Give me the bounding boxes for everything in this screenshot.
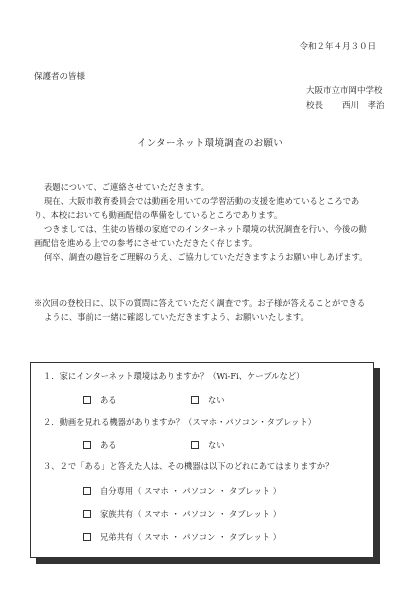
recipient: 保護者の皆様 [34, 72, 86, 82]
principal-name: 西川 孝治 [342, 101, 385, 111]
document-date: 令和２年４月３０日 [299, 42, 376, 52]
body-line: 現在、大阪市教育委員会では動画を用いての学習活動の支援を進めているところであ [44, 196, 360, 206]
notice-text [34, 296, 394, 324]
question-2: ２．動画を見れる機器がありますか？（スマホ・パソコン・タブレット） [43, 417, 317, 427]
body-line: 何卒、調査の趣旨をご理解のうえ、ご協力していただきますようお願い申しあげます。 [44, 252, 368, 262]
body-line: 画配信を進める上での参考にさせていただきたく存じます。 [34, 238, 258, 248]
body-line: 表題について、ご連絡させていただきます。 [44, 182, 209, 192]
option-label: 家族共有（ スマホ ・ パソコン ・ タブレット ） [100, 509, 282, 519]
checkbox-icon[interactable] [83, 441, 91, 449]
q2-option-no[interactable] [191, 440, 225, 451]
checkbox-icon[interactable] [191, 396, 199, 404]
checkbox-icon[interactable] [83, 533, 91, 541]
q3-option-family[interactable] [83, 509, 281, 520]
q1-option-no[interactable] [191, 395, 225, 406]
question-1: １．家にインターネット環境はありますか？（Wi-Fi、ケーブルなど） [43, 371, 305, 381]
notice-line: ※次回の登校日に、以下の質問に答えていただく調査です。お子様が答えることができる [34, 298, 366, 308]
q1-option-yes[interactable] [83, 395, 117, 406]
checkbox-icon[interactable] [83, 510, 91, 518]
checkbox-icon[interactable] [191, 441, 199, 449]
checkbox-icon[interactable] [83, 487, 91, 495]
q3-option-siblings[interactable] [83, 532, 281, 543]
question-3: ３、２で「ある」と答えた人は、その機器は以下のどれにあてはまりますか？ [43, 461, 334, 471]
body-line: り、本校においても動画配信の準備をしているところであります。 [34, 210, 283, 220]
option-label: ない [208, 395, 225, 405]
body-line: つきましては、生徒の皆様の家庭でのインターネット環境の状況調査を行い、今後の動 [44, 224, 367, 234]
questionnaire-box [30, 362, 374, 558]
checkbox-icon[interactable] [83, 396, 91, 404]
school-name: 大阪市立市岡中学校 [306, 86, 383, 96]
document-title: インターネット環境調査のお願い [136, 138, 284, 149]
option-label: 兄弟共有（ スマホ ・ パソコン ・ タブレット ） [100, 532, 282, 542]
body-text [34, 180, 390, 264]
option-label: ある [100, 440, 117, 450]
option-label: ない [208, 440, 225, 450]
option-label: ある [100, 395, 117, 405]
notice-line: ように、事前に一緒に確認していただきますよう、お願いいたします。 [44, 312, 309, 322]
option-label: 自分専用（ スマホ ・ パソコン ・ タブレット ） [100, 486, 282, 496]
q2-option-yes[interactable] [83, 440, 117, 451]
principal-title: 校長 [306, 101, 324, 111]
q3-option-personal[interactable] [83, 486, 281, 497]
